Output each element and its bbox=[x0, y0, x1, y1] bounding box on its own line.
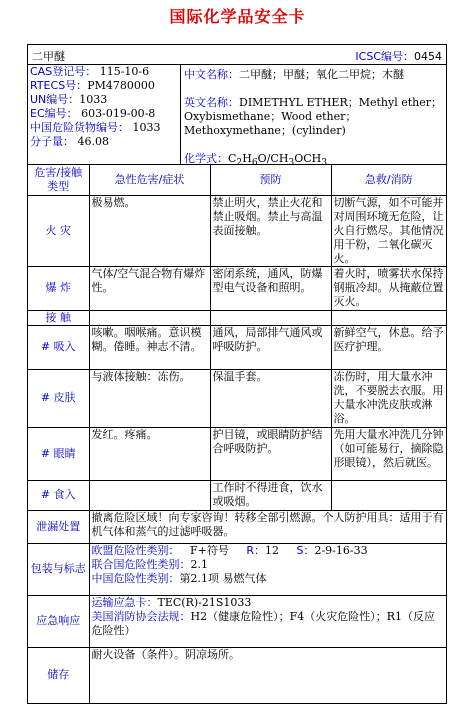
col-hazard: 急性危害/症状 bbox=[89, 165, 210, 195]
explosion-prevention: 密闭系统，通风，防爆型电气设备和照明。 bbox=[210, 266, 331, 310]
skin-firstaid: 冻伤时，用大量水冲洗，不要脱去衣服。用大量水冲洗皮肤或淋浴。 bbox=[331, 369, 446, 427]
chinese-name: 中文名称：二甲醚；甲醚；氧化二甲烷；木醚 bbox=[184, 68, 404, 81]
un-number: UN编号：1033 bbox=[30, 93, 108, 106]
eyes-prevention: 护目镜，或眼睛防护结合呼吸防护。 bbox=[210, 427, 331, 480]
eyes-firstaid: 先用大量水冲洗几分钟（如可能易行，摘除隐形眼镜），然后就医。 bbox=[331, 427, 446, 480]
ec-number: EC编号： 603-019-00-8 bbox=[30, 107, 156, 120]
eyes-hazard: 发红。疼痛。 bbox=[89, 427, 210, 480]
inhale-firstaid: 新鲜空气，休息。给予医疗护理。 bbox=[331, 325, 446, 369]
molecular-weight: 分子量： 46.08 bbox=[30, 135, 109, 148]
row-storage-label: 储存 bbox=[28, 647, 89, 703]
chemical-formula: 化学式：$C_2H_6O/CH_3OCH_3$ bbox=[184, 152, 328, 169]
formula-text: $C_2H_6O/CH_3OCH_3$ bbox=[228, 152, 328, 169]
card-title: 国际化学品安全卡 bbox=[169, 7, 306, 26]
col-type: 危害/接触类型 bbox=[28, 165, 89, 195]
spill-text: 撤离危险区域！向专家咨询！转移全部引燃源。个人防护用具：适用于有机气体和蒸气的过滤呼吸器。 bbox=[89, 510, 446, 543]
row-eyes-label: # 眼睛 bbox=[28, 427, 89, 480]
transport-emergency-card: 运输应急卡：TEC(R)-21S1033 bbox=[91, 595, 252, 609]
china-dangerous-goods-number: 中国危险货物编号： 1033 bbox=[30, 121, 161, 134]
fire-prevention: 禁止明火，禁止火花和禁止吸烟。禁止与高温表面接触。 bbox=[210, 195, 331, 266]
nfpa-code: 美国消防协会法规：H2（健康危险性）；F4（火灾危险性）；R1（反应危险性） bbox=[91, 609, 436, 637]
row-fire bbox=[28, 195, 446, 266]
row-ingest-label: # 食入 bbox=[28, 480, 89, 510]
row-explosion bbox=[28, 266, 446, 310]
ingest-hazard bbox=[89, 480, 210, 510]
storage-text: 耐火设备（条件）。阴凉场所。 bbox=[89, 647, 446, 703]
ingest-firstaid bbox=[331, 480, 446, 510]
row-inhale bbox=[28, 325, 446, 369]
registry-numbers bbox=[28, 65, 181, 164]
row-packaging bbox=[28, 543, 446, 595]
rtecs-number: RTECS号：PM4780000 bbox=[30, 79, 155, 92]
row-spill-label: 泄漏处置 bbox=[28, 510, 89, 543]
row-emergency-label: 应急响应 bbox=[28, 595, 89, 647]
row-inhale-label: # 吸入 bbox=[28, 325, 89, 369]
row-storage bbox=[28, 647, 446, 703]
emergency-text bbox=[89, 595, 446, 647]
row-emergency bbox=[28, 595, 446, 647]
row-fire-label: 火 灾 bbox=[28, 195, 89, 266]
card-header bbox=[28, 45, 446, 65]
ingest-prevention: 工作时不得进食，饮水或吸烟。 bbox=[210, 480, 331, 510]
col-prevention: 预防 bbox=[210, 165, 331, 195]
skin-prevention: 保温手套。 bbox=[210, 369, 331, 427]
row-ingest bbox=[28, 480, 446, 510]
row-packaging-label: 包装与标志 bbox=[28, 543, 89, 595]
col-firstaid: 急救/消防 bbox=[331, 165, 446, 195]
chemical-names bbox=[184, 68, 444, 170]
row-spill bbox=[28, 510, 446, 543]
row-explosion-label: 爆 炸 bbox=[28, 266, 89, 310]
safety-card bbox=[27, 44, 447, 704]
table-header-row bbox=[28, 165, 446, 195]
row-eyes bbox=[28, 427, 446, 480]
china-classification: 中国危险性类别：第2.1项 易燃气体 bbox=[91, 571, 267, 585]
skin-hazard: 与液体接触：冻伤。 bbox=[89, 369, 210, 427]
row-exposure bbox=[28, 310, 446, 325]
fire-hazard: 极易燃。 bbox=[89, 195, 210, 266]
explosion-firstaid: 着火时，喷雾状水保持钢瓶冷却。从掩蔽位置灭火。 bbox=[331, 266, 446, 310]
row-skin bbox=[28, 369, 446, 427]
explosion-hazard: 气体/空气混合物有爆炸性。 bbox=[89, 266, 210, 310]
cas-number: CAS登记号： 115-10-6 bbox=[30, 65, 150, 78]
eu-classification: 欧盟危险性类别： F+符号 R：12 S：2-9-16-33 bbox=[91, 543, 368, 557]
english-name: 英文名称：DIMETHYL ETHER；Methyl ether；Oxybismethane；Wood ether；Methoxymethane；(cylinder) bbox=[184, 96, 443, 137]
inhale-prevention: 通风，局部排气通风或呼吸防护。 bbox=[210, 325, 331, 369]
hazard-table bbox=[28, 165, 446, 703]
chemical-name: 二甲醚 bbox=[32, 50, 65, 63]
fire-firstaid: 切断气源，如不可能并对周围环境无危险，让火自行燃尽。其他情况用干粉，二氧化碳灭火。 bbox=[331, 195, 446, 266]
un-classification: 联合国危险性类别：2.1 bbox=[91, 557, 208, 571]
packaging-text bbox=[89, 543, 446, 595]
icsc-number: ICSC编号：0454 bbox=[355, 50, 442, 63]
identification-block bbox=[28, 65, 446, 169]
row-skin-label: # 皮肤 bbox=[28, 369, 89, 427]
row-exposure-label: 接 触 bbox=[28, 310, 89, 325]
inhale-hazard: 咳嗽。咽喉痛。意识模糊。倦睡。神志不清。 bbox=[89, 325, 210, 369]
